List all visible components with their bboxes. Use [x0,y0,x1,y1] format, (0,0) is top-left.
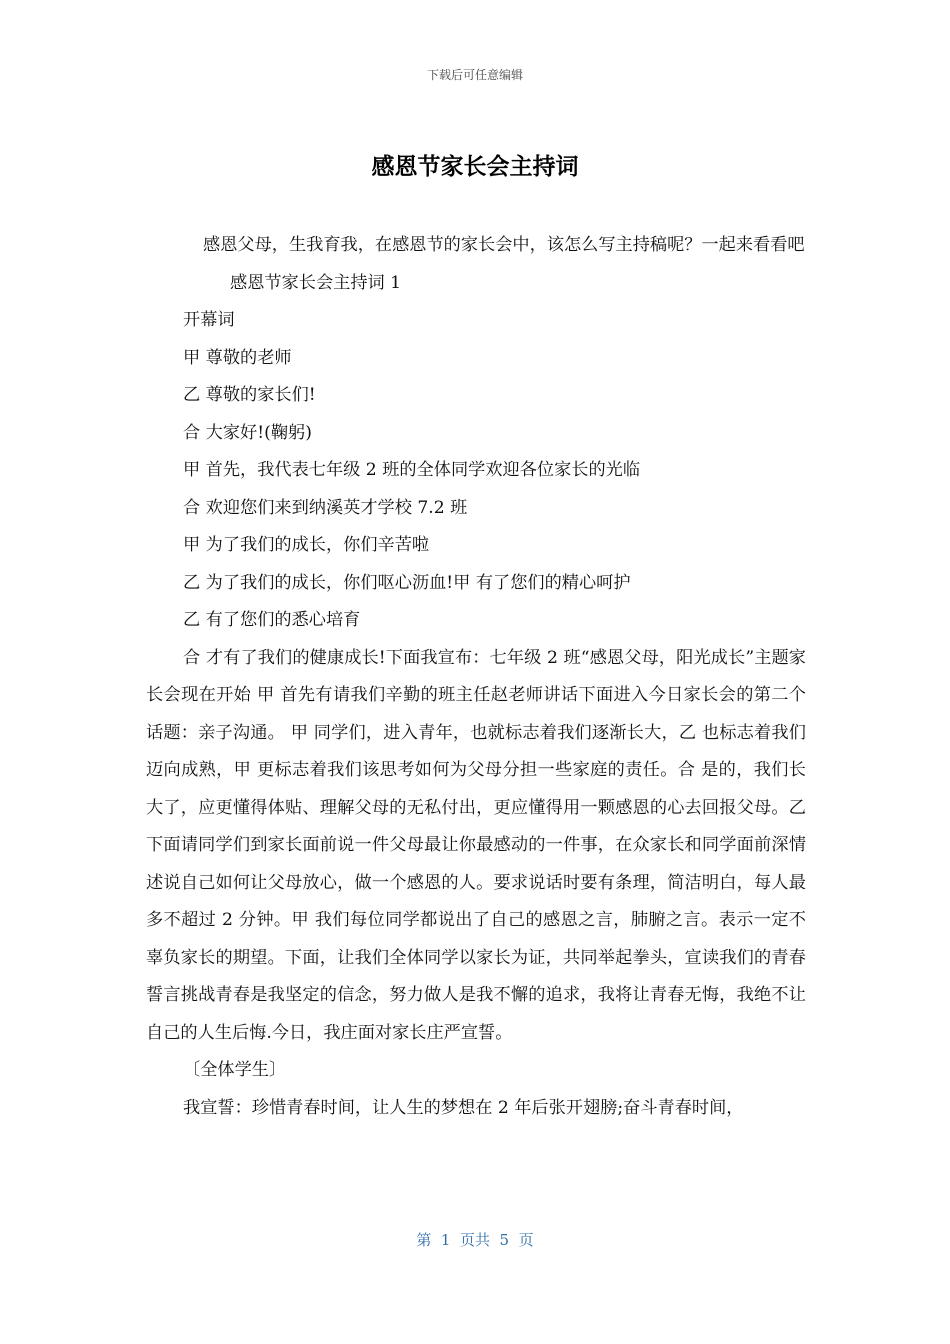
script-line: 乙 尊敬的家长们! [183,385,316,405]
long-paragraph: 合 才有了我们的健康成长!下面我宣布：七年级 2 班“感恩父母，阳光成长”主题家长会现在开始 甲 首先有请我们辛勤的班主任赵老师讲话下面进入今日家长会的第二个话题：亲子沟通。 甲 同学们，进入青年，也就标志着我们逐渐长大，乙 也标志着我们迈向成熟，甲 更标志着我们该思考如何为父母分担一些家庭的责任。合 是的，我们长大了，应更懂得体贴、理解父母的无私付出，更应懂得用一颗感恩的心去回报父母。乙 下面请同学们到家长面前说一件父母最让你最感动的一件事，在众家长和同学面前深情述说自己如何让父母放心，做一个感恩的人。要求说话时要有条理，简洁明白，每人最多不超过 2 分钟。甲 我们每位同学都说出了自己的感恩之言，肺腑之言。表示一定不辜负家长的期望。下面，让我们全体同学以家长为证，共同举起拳头，宣读我们的青春誓言挑战青春是我坚定的信念，努力做人是我不懈的追求，我将让青春无悔，我绝不让自己的人生后悔.今日，我庄面对家长庄严宣誓。 [146,647,806,1043]
script-line: 合 大家好!(鞠躬) [183,422,312,443]
document-body [146,227,806,1127]
document-title: 感恩节家长会主持词 [371,154,579,180]
intro-paragraph: 感恩父母，生我育我，在感恩节的家长会中，该怎么写主持稿呢？一起来看看吧 [203,235,805,255]
all-students-label: 〔全体学生〕 [183,1060,287,1080]
script-line: 开幕词 [183,310,235,330]
script-line: 甲 为了我们的成长，你们辛苦啦 [183,535,430,555]
script-line: 甲 尊敬的老师 [183,347,292,368]
oath-line: 我宣誓：珍惜青春时间，让人生的梦想在 2 年后张开翅膀;奋斗青春时间， [183,1097,744,1118]
section-subtitle: 感恩节家长会主持词 1 [230,272,402,293]
page-header-note: 下载后可任意编辑 [426,68,523,82]
script-line: 乙 有了您们的悉心培育 [183,610,361,630]
page-number-footer: 第 1 页共 5 页 [416,1231,534,1249]
script-line: 合 欢迎您们来到纳溪英才学校 7.2 班 [183,497,468,518]
script-line: 乙 为了我们的成长，你们呕心沥血!甲 有了您们的精心呵护 [183,572,631,593]
script-line: 甲 首先，我代表七年级 2 班的全体同学欢迎各位家长的光临 [183,460,641,480]
